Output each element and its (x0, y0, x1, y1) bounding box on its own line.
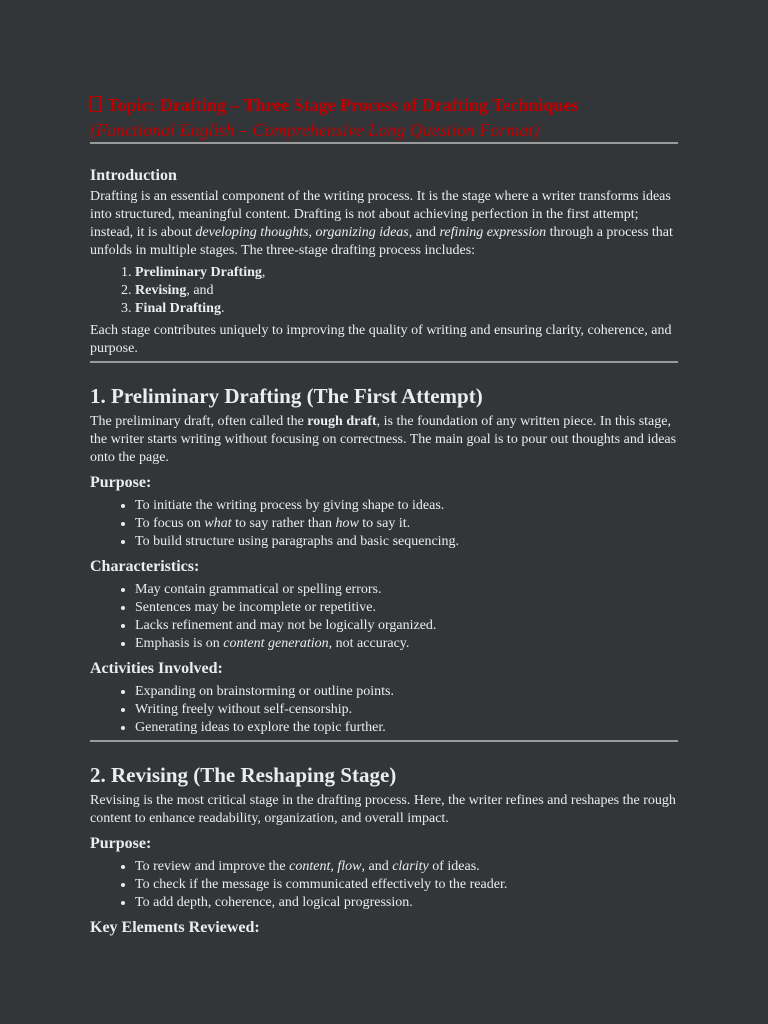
emphasis: content generation (223, 636, 329, 651)
bold-text: Revising (135, 283, 187, 298)
emphasis: organizing ideas (315, 225, 409, 240)
text: , and (186, 283, 214, 298)
intro-heading: Introduction (90, 167, 177, 184)
divider (90, 740, 678, 742)
missing-glyph-icon (90, 96, 101, 112)
text: . (220, 301, 225, 316)
text: , not accuracy. (328, 636, 410, 651)
emphasis: content (289, 859, 331, 874)
text: , (330, 859, 338, 874)
text: to say rather than (231, 516, 336, 531)
text: The preliminary draft, often called the (90, 414, 308, 429)
bold-text: Preliminary Drafting (135, 265, 262, 280)
emphasis: clarity (392, 859, 429, 874)
emphasis: flow (337, 859, 362, 874)
subheading-purpose: Purpose: (90, 474, 152, 491)
text: , (261, 265, 266, 280)
title-text: Topic: Drafting – Three Stage Process of Drafting Techniques (107, 95, 579, 115)
subheading-key-elements: Key Elements Reviewed: (90, 919, 260, 936)
list-item (135, 515, 678, 533)
document-title (90, 92, 678, 118)
intro-closing-paragraph: Each stage contributes uniquely to improving the quality of writing and ensuring clarity, coherence, and purpose. (90, 323, 672, 356)
bold-text: Final Drafting (135, 301, 221, 316)
list-item (135, 635, 678, 653)
subheading-activities: Activities Involved: (90, 660, 223, 677)
purpose-list (90, 497, 678, 551)
list-item: • Lacks refinement and may not be logically organized. (135, 617, 678, 635)
list-item (135, 264, 678, 282)
text: , is the foundation of any written piece. In this stage, the writer starts writing without focusing on correctness. The main goal is to pour out thoughts and ideas onto the page. (90, 414, 677, 465)
list-item (135, 282, 678, 300)
text: , and (408, 225, 440, 240)
document-page (90, 0, 678, 938)
list-item: • Writing freely without self-censorship. (135, 701, 678, 719)
text: To focus on (135, 516, 205, 531)
bold-text: rough draft (307, 414, 377, 429)
characteristics-list (90, 581, 678, 653)
text: to say it. (358, 516, 411, 531)
divider (90, 142, 678, 144)
emphasis: refining expression (439, 225, 547, 240)
section-heading: 1. Preliminary Drafting (The First Attempt) (90, 384, 483, 408)
text: of ideas. (428, 859, 480, 874)
list-item (135, 300, 678, 318)
list-item: • To add depth, coherence, and logical progression. (135, 894, 678, 912)
emphasis: what (204, 516, 232, 531)
subheading-purpose: Purpose: (90, 835, 152, 852)
purpose-list (90, 858, 678, 912)
section-paragraph: Revising is the most critical stage in the drafting process. Here, the writer refines and reshapes the rough content to enhance readability, organization, and overall impact. (90, 793, 676, 826)
list-item (135, 858, 678, 876)
text: To review and improve the (135, 859, 290, 874)
text: through a process that unfolds in multiple stages. The three-stage drafting process includes: (90, 225, 673, 258)
list-item: • To check if the message is communicated effectively to the reader. (135, 876, 678, 894)
text: Drafting is an essential component of the writing process. It is the stage where a writer transforms ideas into structured, meaningful content. Drafting is not about achieving perfection in the first attempt; instead, it is about (90, 189, 671, 240)
list-item: • May contain grammatical or spelling errors. (135, 581, 678, 599)
text: Emphasis is on (135, 636, 224, 651)
document-subtitle: (Functional English – Comprehensive Long Question Format) (90, 120, 540, 140)
list-item: • Expanding on brainstorming or outline points. (135, 683, 678, 701)
list-item: • To build structure using paragraphs and basic sequencing. (135, 533, 678, 551)
emphasis: developing thoughts (195, 225, 309, 240)
divider (90, 361, 678, 363)
intro-paragraph (90, 188, 678, 260)
list-item: • Generating ideas to explore the topic further. (135, 719, 678, 737)
text: , (308, 225, 316, 240)
text: , and (361, 859, 393, 874)
stages-list (90, 264, 678, 318)
subheading-characteristics: Characteristics: (90, 558, 200, 575)
list-item: • Sentences may be incomplete or repetitive. (135, 599, 678, 617)
emphasis: how (335, 516, 359, 531)
activities-list (90, 683, 678, 737)
section-paragraph (90, 413, 678, 467)
section-heading: 2. Revising (The Reshaping Stage) (90, 763, 397, 787)
list-item: • To initiate the writing process by giving shape to ideas. (135, 497, 678, 515)
